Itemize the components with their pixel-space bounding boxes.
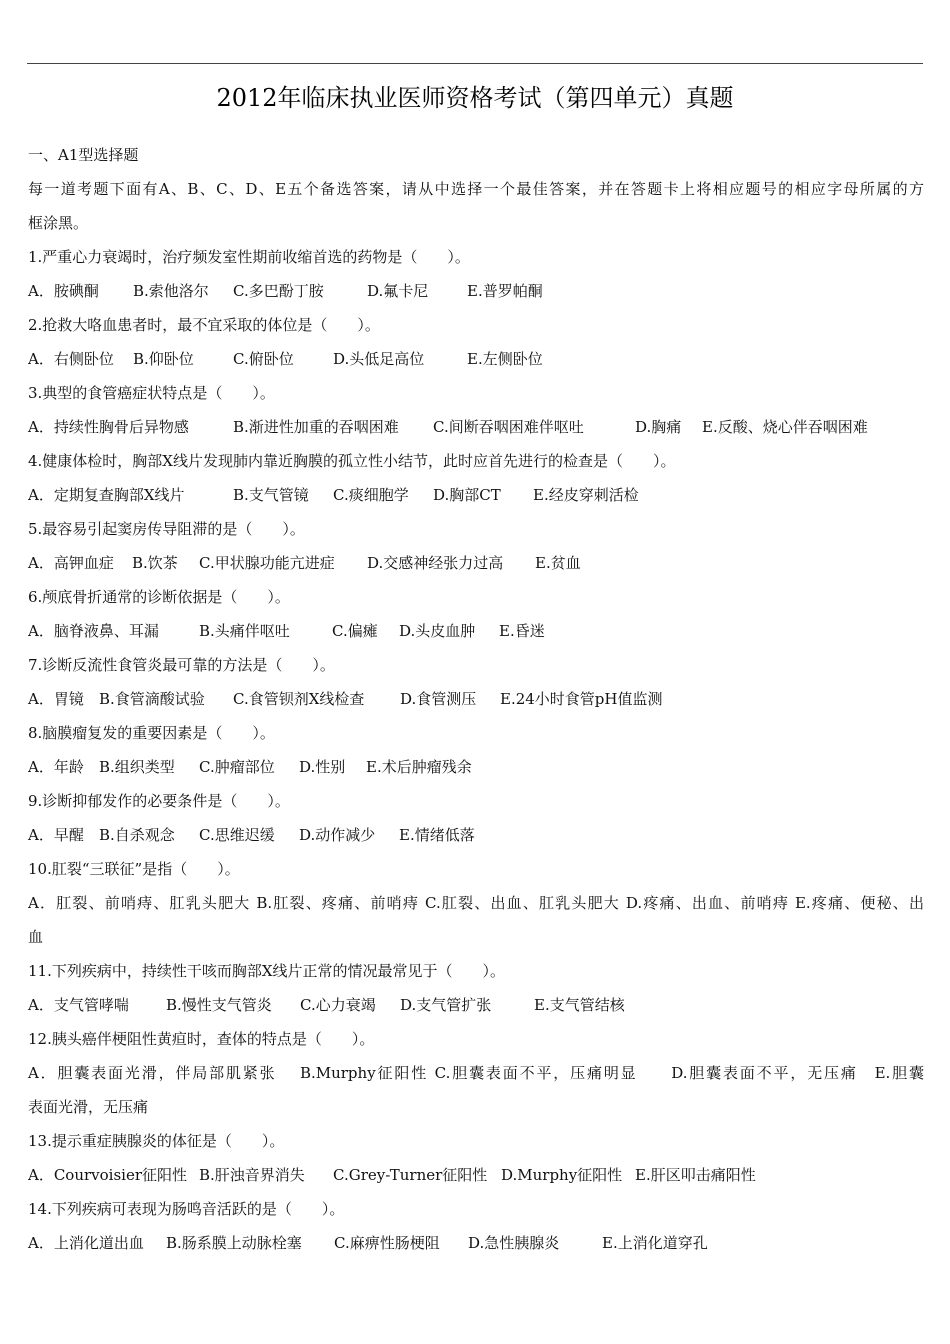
option-e: E.普罗帕酮 — [467, 282, 543, 300]
option-c: C.间断吞咽困难伴呕吐 — [433, 418, 584, 436]
option-e: E.上消化道穿孔 — [602, 1234, 708, 1252]
option-b: B.肝浊音界消失 — [199, 1166, 305, 1184]
page-title: 2012年临床执业医师资格考试（第四单元）真题 — [216, 84, 734, 112]
option-d: D.胸痛 — [635, 418, 682, 436]
option-row — [28, 546, 924, 580]
section-heading: 一、A1型选择题 — [28, 146, 139, 164]
option-d: D.头皮血肿 — [399, 622, 476, 640]
question-stem: 9.诊断抑郁发作的必要条件是（ ）。 — [28, 792, 290, 810]
option-row-cont: 表面光滑，无压痛 — [28, 1098, 149, 1116]
option-row — [28, 410, 924, 444]
question-stem: 10.肛裂“三联征”是指（ ）。 — [28, 860, 240, 878]
option-row: A．肛裂、前哨痔、肛乳头肥大 B.肛裂、疼痛、前哨痔 C.肛裂、出血、肛乳头肥大 D.疼痛、出血、前哨痔 E.疼痛、便秘、出 — [28, 894, 924, 912]
header-rule — [27, 63, 923, 64]
option-a: A．早醒 — [28, 826, 84, 844]
option-e: E.肝区叩击痛阳性 — [635, 1166, 756, 1184]
option-c: C.甲状腺功能亢进症 — [199, 554, 335, 572]
option-e: E.反酸、烧心伴吞咽困难 — [702, 418, 868, 436]
question-stem: 11.下列疾病中，持续性干咳而胸部X线片正常的情况最常见于（ ）。 — [28, 962, 506, 980]
option-a: A．上消化道出血 — [28, 1234, 144, 1252]
option-d: D.急性胰腺炎 — [468, 1234, 560, 1252]
option-e: E.昏迷 — [499, 622, 545, 640]
question-stem: 13.提示重症胰腺炎的体征是（ ）。 — [28, 1132, 285, 1150]
option-a: A．高钾血症 — [28, 554, 114, 572]
exam-content — [28, 138, 924, 1260]
option-a: A．脑脊液鼻、耳漏 — [28, 622, 159, 640]
option-c: C.食管钡剂X线检查 — [233, 690, 365, 708]
option-row-cont: 血 — [28, 928, 44, 946]
instruction-text: 每一道考题下面有A、B、C、D、E五个备选答案，请从中选择一个最佳答案，并在答题卡上将相应题号的相应字母所属的方 — [28, 180, 924, 198]
option-c: C.偏瘫 — [332, 622, 378, 640]
option-c: C.麻痹性肠梗阻 — [334, 1234, 440, 1252]
option-row: A．胆囊表面光滑，伴局部肌紧张 B.Murphy征阳性 C.胆囊表面不平，压痛明显 D.胆囊表面不平，无压痛 E.胆囊 — [28, 1064, 924, 1082]
option-b: B.食管滴酸试验 — [99, 690, 205, 708]
option-e: E.左侧卧位 — [467, 350, 543, 368]
option-b: B.索他洛尔 — [133, 282, 209, 300]
option-a: A．Courvoisier征阳性 — [28, 1166, 188, 1184]
question-stem: 5.最容易引起窦房传导阻滞的是（ ）。 — [28, 520, 305, 538]
question-stem: 8.脑膜瘤复发的重要因素是（ ）。 — [28, 724, 275, 742]
option-row — [28, 750, 924, 784]
option-e: E.情绪低落 — [399, 826, 475, 844]
option-c: C.心力衰竭 — [300, 996, 376, 1014]
option-b: B.支气管镜 — [233, 486, 309, 504]
option-a: A．右侧卧位 — [28, 350, 114, 368]
option-row — [28, 1158, 924, 1192]
option-e: E.经皮穿刺活检 — [533, 486, 639, 504]
option-a: A．持续性胸骨后异物感 — [28, 418, 189, 436]
option-b: B.仰卧位 — [133, 350, 194, 368]
option-d: D.性别 — [299, 758, 346, 776]
option-d: D.头低足高位 — [333, 350, 425, 368]
option-d: D.动作减少 — [299, 826, 376, 844]
option-row — [28, 818, 924, 852]
option-e: E.支气管结核 — [534, 996, 625, 1014]
option-e: E.24小时食管pH值监测 — [500, 690, 663, 708]
option-b: B.肠系膜上动脉栓塞 — [166, 1234, 302, 1252]
option-c: C.肿瘤部位 — [199, 758, 275, 776]
option-e: E.术后肿瘤残余 — [366, 758, 472, 776]
option-a: A．胺碘酮 — [28, 282, 99, 300]
option-d: D.氟卡尼 — [367, 282, 429, 300]
option-b: B.慢性支气管炎 — [166, 996, 272, 1014]
question-stem: 4.健康体检时，胸部X线片发现肺内靠近胸膜的孤立性小结节，此时应首先进行的检查是（ ）。 — [28, 452, 676, 470]
option-d: D.Murphy征阳性 — [501, 1166, 623, 1184]
question-stem: 2.抢救大咯血患者时，最不宜采取的体位是（ ）。 — [28, 316, 380, 334]
option-b: B.组织类型 — [99, 758, 175, 776]
option-c: C.思维迟缓 — [199, 826, 275, 844]
option-e: E.贫血 — [535, 554, 581, 572]
option-row — [28, 478, 924, 512]
option-a: A．支气管哮喘 — [28, 996, 129, 1014]
option-d: D.食管测压 — [400, 690, 477, 708]
option-b: B.头痛伴呕吐 — [199, 622, 290, 640]
option-row — [28, 614, 924, 648]
option-d: D.胸部CT — [433, 486, 501, 504]
option-b: B.自杀观念 — [99, 826, 175, 844]
option-c: C.痰细胞学 — [333, 486, 409, 504]
question-stem: 7.诊断反流性食管炎最可靠的方法是（ ）。 — [28, 656, 335, 674]
option-row — [28, 274, 924, 308]
option-a: A．胃镜 — [28, 690, 84, 708]
question-stem: 3.典型的食管癌症状特点是（ ）。 — [28, 384, 275, 402]
option-d: D.支气管扩张 — [400, 996, 492, 1014]
option-row — [28, 988, 924, 1022]
option-row — [28, 682, 924, 716]
option-a: A．年龄 — [28, 758, 84, 776]
option-b: B.渐进性加重的吞咽困难 — [233, 418, 399, 436]
option-b: B.饮茶 — [132, 554, 178, 572]
question-stem: 1.严重心力衰竭时，治疗频发室性期前收缩首选的药物是（ ）。 — [28, 248, 470, 266]
option-d: D.交感神经张力过高 — [367, 554, 504, 572]
option-row — [28, 1226, 924, 1260]
instruction-text-cont: 框涂黑。 — [28, 214, 89, 232]
question-stem: 12.胰头癌伴梗阻性黄疸时，查体的特点是（ ）。 — [28, 1030, 375, 1048]
option-c: C.多巴酚丁胺 — [233, 282, 324, 300]
option-c: C.俯卧位 — [233, 350, 294, 368]
question-stem: 14.下列疾病可表现为肠鸣音活跃的是（ ）。 — [28, 1200, 345, 1218]
option-c: C.Grey-Turner征阳性 — [333, 1166, 488, 1184]
option-a: A．定期复查胸部X线片 — [28, 486, 185, 504]
option-row — [28, 342, 924, 376]
question-stem: 6.颅底骨折通常的诊断依据是（ ）。 — [28, 588, 290, 606]
